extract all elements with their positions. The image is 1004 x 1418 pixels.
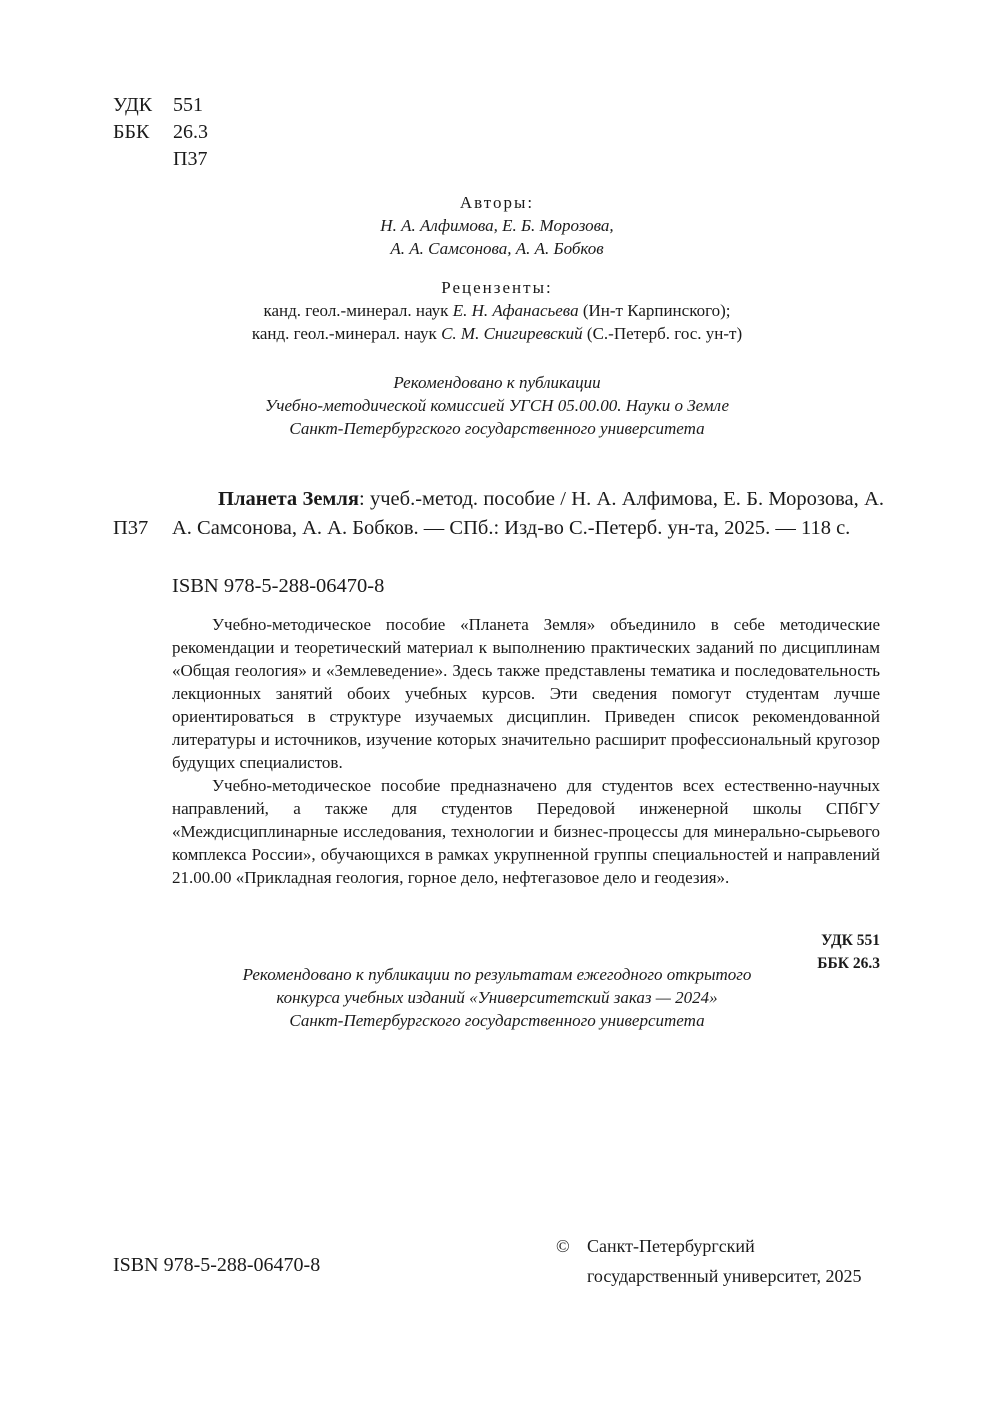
abstract-paragraph-2: Учебно-методическое пособие предназначено для студентов всех естественно-научных направлений, а также для студентов Передовой инженерной школы СПбГУ «Междисциплинарные исследования, технологии и бизнес-процессы для минерально-сырьевого комплекса России», обучающихся в рамках укрупненной группы специальностей и направлений 21.00.00 «Прикладная геология, горное дело, нефтегазовое дело и геодезия». <box>172 776 880 887</box>
recommendation-line-3: Санкт-Петербургского государственного университета <box>289 419 705 438</box>
copyright-holder <box>587 1231 862 1291</box>
contest-block <box>110 963 884 1032</box>
udk-value: 551 <box>173 94 203 116</box>
udk-label: УДК <box>113 94 153 116</box>
authors-line-2: А. А. Самсонова, А. А. Бобков <box>390 239 604 258</box>
udc-right-bbk: ББК 26.3 <box>817 955 880 972</box>
reviewers-heading: Рецензенты: <box>441 278 553 297</box>
footer-isbn: ISBN 978-5-288-06470-8 <box>113 1254 321 1276</box>
reviewer-1-degree: канд. геол.-минерал. наук <box>263 301 453 320</box>
contest-line-3: Санкт-Петербургского государственного университета <box>289 1011 705 1030</box>
reviewer-1 <box>110 299 884 322</box>
reviewer-2-name: С. М. Снигиревский <box>441 324 583 343</box>
reviewer-1-affiliation: (Ин-т Карпинского); <box>578 301 731 320</box>
reviewers-block <box>110 276 884 345</box>
bbk-value: 26.3 <box>173 121 208 143</box>
copyright-line-1: Санкт-Петербургский <box>587 1236 755 1256</box>
contest-line-2: конкурса учебных изданий «Университетский заказ — 2024» <box>276 988 718 1007</box>
bbk-label: ББК <box>113 121 150 143</box>
author-mark: П37 <box>173 148 208 170</box>
reviewer-2 <box>110 322 884 345</box>
authors-line-1: Н. А. Алфимова, Е. Б. Морозова, <box>380 216 614 235</box>
recommendation-line-1: Рекомендовано к публикации <box>393 373 601 392</box>
copyright-line-2: государственный университет, 2025 <box>587 1266 862 1286</box>
reviewer-2-affiliation: (С.-Петерб. гос. ун-т) <box>582 324 743 343</box>
contest-line-1: Рекомендовано к публикации по результатам ежегодного открытого <box>242 965 752 984</box>
bibliography-isbn: ISBN 978-5-288-06470-8 <box>172 575 385 597</box>
bibliography-side-mark: П37 <box>113 517 149 539</box>
udc-right-udk: УДК 551 <box>821 932 880 949</box>
abstract-paragraph-1: Учебно-методическое пособие «Планета Земля» объединило в себе методические рекомендации и теоретический материал к выполнению практических заданий по дисциплинам «Общая геология» и «Землеведение». Здесь также представлены тематика и последовательность лекционных занятий обоих учебных курсов. Эти сведения помогут студентам лучше ориентироваться в структуре изучаемых дисциплин. Приведен список рекомендованной литературы и источников, изучение которых значительно расширит профессиональный кругозор будущих специалистов. <box>172 615 880 772</box>
reviewer-1-name: Е. Н. Афанасьева <box>452 301 579 320</box>
reviewer-2-degree: канд. геол.-минерал. наук <box>251 324 442 343</box>
authors-heading: Авторы: <box>459 193 535 212</box>
copyright-sign: © <box>556 1236 570 1256</box>
abstract <box>172 613 880 889</box>
recommendation-block <box>110 371 884 440</box>
bibliography-details: : учеб.-метод. пособие / Н. А. Алфимова, Е. Б. Морозова, А. А. Самсонова, А. А. Бобков. — СПб.: Изд-во С.-Петерб. ун-та, 2025. — 118 с. <box>172 488 884 539</box>
classification-block <box>113 92 208 173</box>
book-title: Планета Земля <box>218 488 359 510</box>
recommendation-line-2: Учебно-методической комиссией УГСН 05.00.00. Науки о Земле <box>264 396 730 415</box>
authors-block <box>110 191 884 260</box>
bibliography-record <box>172 485 884 543</box>
